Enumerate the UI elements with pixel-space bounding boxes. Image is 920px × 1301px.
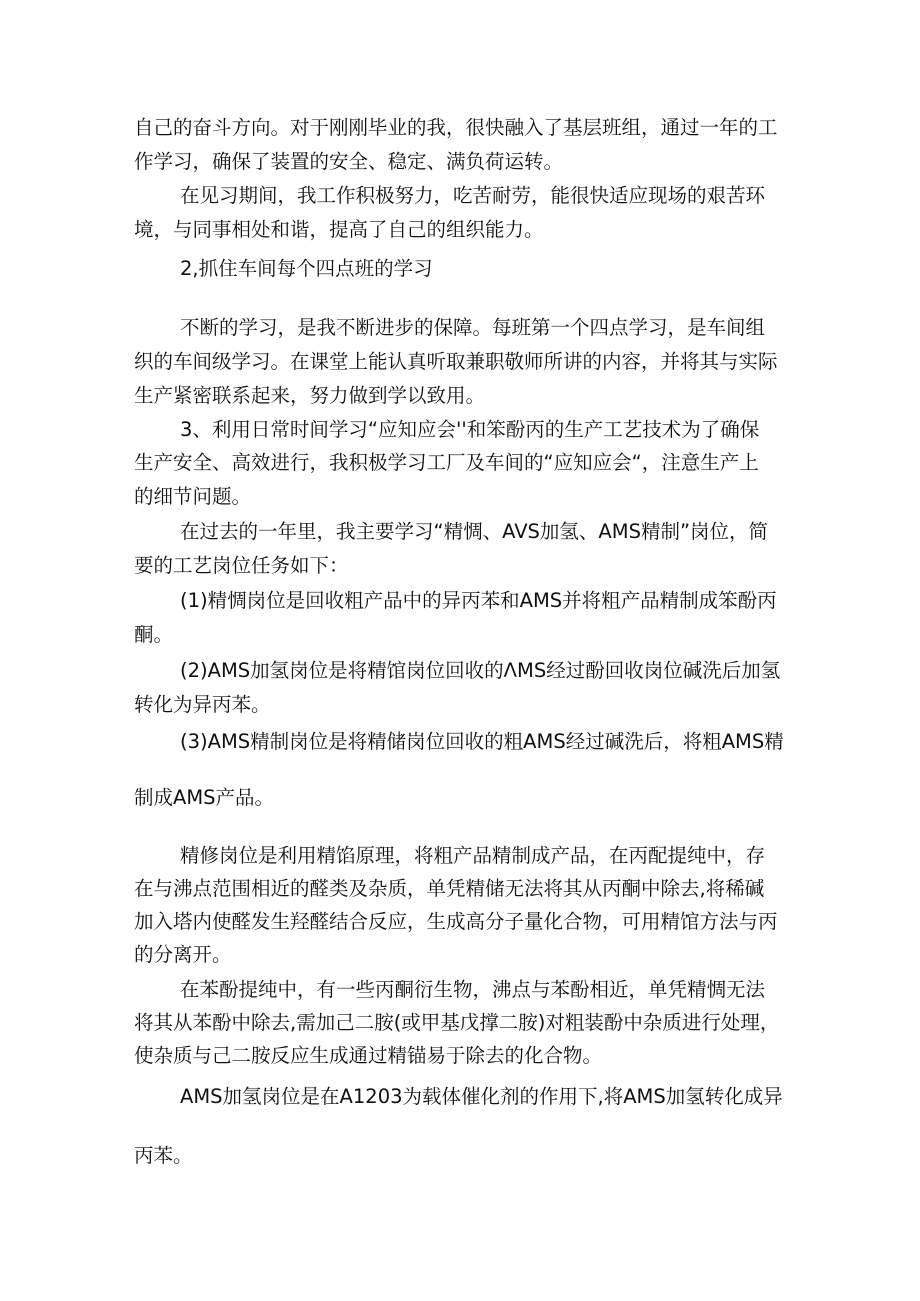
text-line: 制成AMS产品。 [134, 786, 275, 809]
text-line: 不断的学习，是我不断进步的保障。每班第一个四点学习，是车间组 [180, 316, 766, 339]
text-line: 3、利用日常时间学习“应知应会''和笨酚丙的生产工艺技术为了确保 [180, 418, 760, 441]
section-heading: 2,抓住车间每个四点班的学习 [180, 257, 433, 280]
text-line: 生产紧密联系起来，努力做到学以致用。 [134, 384, 486, 407]
text-line: 自己的奋斗方向。对于刚刚毕业的我，很快融入了基层班组，通过一年的工 [134, 116, 778, 139]
text-line: 使杂质与己二胺反应生成通过精锚易于除去的化合物。 [134, 1044, 603, 1067]
text-line: 酮。 [134, 623, 174, 646]
text-line: 在见习期间，我工作积极努力，吃苦耐劳，能很快适应现场的艰苦环 [180, 184, 766, 207]
text-line: 的细节问题。 [134, 485, 252, 508]
text-line: 在过去的一年里，我主要学习“精惆、AVS加氢、AMS精制”岗位，简 [180, 520, 769, 543]
text-line: 作学习，确保了装置的安全、稳定、满负荷运转。 [134, 150, 564, 173]
text-line: 在苯酚提纯中，有一些丙酮衍生物，沸点与苯酚相近，单凭精惆无法 [180, 978, 766, 1001]
text-line: 将其从苯酚中除去,需加己二胺(或甲基戊撑二胺)对粗装酚中杂质进行处理， [134, 1011, 780, 1034]
text-line: 转化为异丙苯。 [134, 693, 271, 716]
text-line: AMS加氢岗位是在A1203为载体催化剂的作用下,将AMS加氢转化成异 [180, 1085, 783, 1108]
text-line: 精修岗位是利用精馅原理，将粗产品精制成产品，在丙配提纯中，存 [180, 844, 766, 867]
text-line: 丙苯。 [134, 1144, 193, 1167]
text-line: 生产安全、高效进行，我积极学习工厂及车间的“应知应会“，注意生产上 [134, 451, 759, 474]
text-line: 境，与同事相处和谐，提高了自己的组织能力。 [134, 218, 544, 241]
text-line: (3)AMS精制岗位是将精储岗位回收的粗AMS经过碱洗后，将粗AMS精 [180, 730, 784, 753]
text-line: 织的车间级学习。在课堂上能认真听取兼职敬师所讲的内容，并将其与实际 [134, 350, 778, 373]
text-line: (2)AMS加氢岗位是将精馆岗位回收的ΛMS经过酚回收岗位碱洗后加氢 [180, 659, 781, 682]
text-line: 在与沸点范围相近的醛类及杂质，单凭精储无法将其从丙酮中除去,将稀碱 [134, 877, 765, 900]
text-line: 的分离开。 [134, 943, 232, 966]
text-line: (1)精惆岗位是回收粗产品中的异丙苯和AMS并将粗产品精制成笨酚丙 [180, 589, 777, 612]
text-line: 要的工艺岗位任务如下： [134, 554, 349, 577]
text-line: 加入塔内使醛发生羟醛结合反应，生成高分子量化合物，可用精馆方法与丙 [134, 910, 778, 933]
